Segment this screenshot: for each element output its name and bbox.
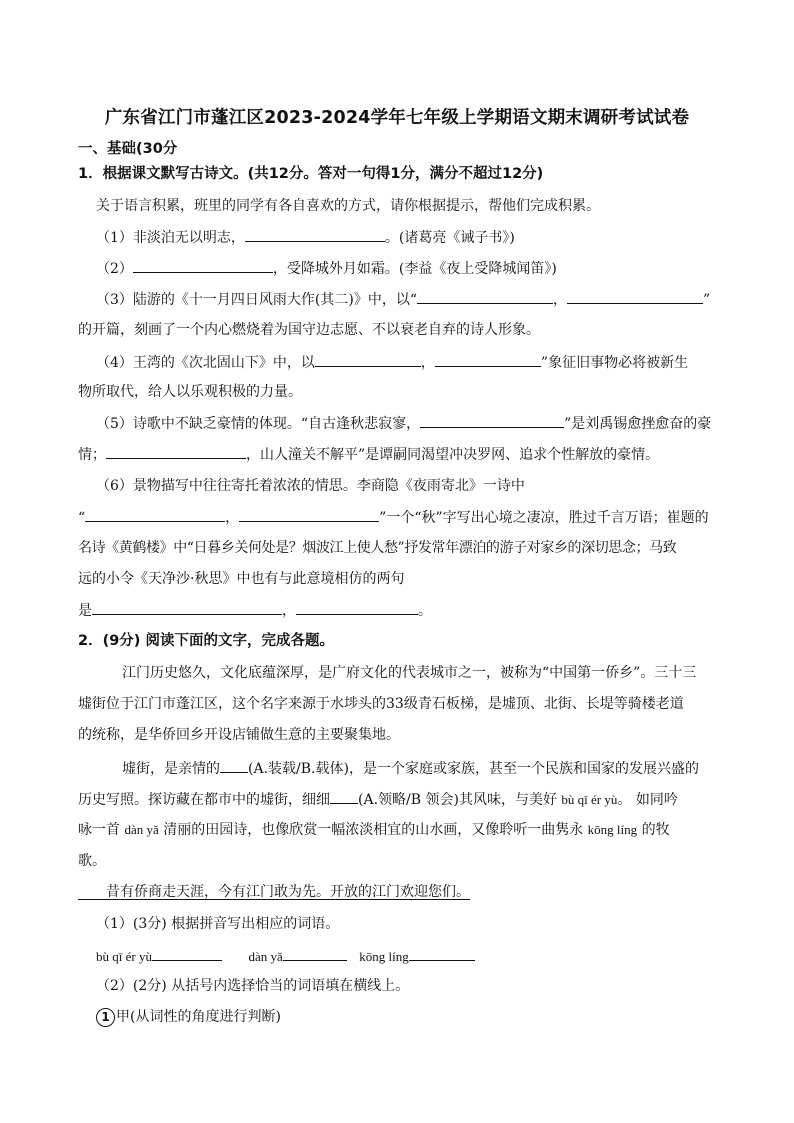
circled-number-1: 1 xyxy=(96,1008,115,1027)
question-1-item-4-cont: 物所取代，给人以乐观积极的力量。 xyxy=(78,384,302,400)
subquestion-2: （2）(2分) 从括号内选择恰当的词语填在横线上。 xyxy=(96,978,410,994)
page-title: 广东省江门市蓬江区2023-2024学年七年级上学期语文期末调研考试试卷 xyxy=(104,108,690,128)
passage-paragraph-2-line-2 xyxy=(78,789,728,810)
item-1-prefix: （1）非淡泊无以明志， xyxy=(96,230,245,246)
item-2-suffix: ，受降城外月如霜。(李益《夜上受降城闻笛》) xyxy=(272,261,557,277)
item-5-line2-suffix: ，山人潼关不解平”是谭嗣同渴望冲决罗网、追求个性解放的豪情。 xyxy=(246,447,660,463)
pinyin-bu-qi-er-yu: bù qī ér yù xyxy=(561,792,618,807)
pinyin-answer-row xyxy=(96,946,746,967)
question-2-header: 2．(9分) 阅读下面的文字，完成各题。 xyxy=(78,633,334,649)
item-6-line5-period: 。 xyxy=(418,603,432,619)
passage-paragraph-1-line-3: 的统称，是华侨回乡开设店铺做生意的主要聚集地。 xyxy=(78,727,400,743)
answer-blank[interactable] xyxy=(296,600,418,615)
answer-blank[interactable] xyxy=(315,352,421,367)
paragraph-2-text: 清丽的田园诗，也像欣赏一幅浓淡相宜的山水画，又像聆听一曲隽永 xyxy=(163,822,584,838)
pinyin-kong-ling: kōng líng xyxy=(359,949,409,964)
answer-blank[interactable] xyxy=(567,289,703,304)
item-3-quote: ” xyxy=(703,292,711,308)
item-6-line5-prefix: 是 xyxy=(78,603,92,619)
passage-paragraph-2-line-3 xyxy=(78,820,728,840)
item-5-prefix: （5）诗歌中不缺乏豪情的体现。“自古逢秋悲寂寥， xyxy=(96,416,421,432)
passage-paragraph-1-line-1: 江门历史悠久，文化底蕴深厚，是广府文化的代表城市之一，被称为“中国第一侨乡”。三十三 xyxy=(122,665,697,681)
pinyin-dan-ya: dàn yǎ xyxy=(124,822,159,837)
paragraph-2-text: 。 如同吟 xyxy=(617,792,678,808)
answer-blank[interactable] xyxy=(85,507,225,522)
question-1-item-5-cont xyxy=(78,444,728,465)
passage-paragraph-3 xyxy=(78,882,728,902)
answer-blank[interactable] xyxy=(106,444,246,459)
section-heading: 一、基础(30分 xyxy=(78,141,178,157)
question-1-item-6-line-3: 名诗《黄鹤楼》中“日暮乡关何处是？烟波江上使人愁”抒发常年漂泊的游子对家乡的深切思念；马致 xyxy=(78,540,677,556)
item-1-suffix: 。(诸葛亮《诫子书》) xyxy=(384,230,515,246)
paragraph-2-text: 的牧 xyxy=(641,822,670,838)
answer-blank[interactable] xyxy=(283,946,347,961)
passage-paragraph-1-line-2: 墟街位于江门市蓬江区，这个名字来源于水埗头的33级青石板梯，是墟顶、北街、长堤等骑楼老道 xyxy=(78,696,684,712)
item-6-line5-comma: ， xyxy=(282,603,296,619)
pinyin-kong-ling: kōng líng xyxy=(587,822,638,837)
question-1-header xyxy=(78,164,728,184)
subquestion-1: （1）(3分) 根据拼音写出相应的词语。 xyxy=(96,916,340,932)
pinyin-dan-ya: dàn yǎ xyxy=(248,949,283,964)
question-1-item-2 xyxy=(96,258,746,279)
answer-blank[interactable] xyxy=(420,413,564,428)
underlined-sentence-text: 昔有侨商走天涯，今有江门敢为先。开放的江门欢迎您们。 xyxy=(106,884,470,900)
paragraph-2-text: 墟街，是亲情的 xyxy=(122,761,220,777)
answer-blank[interactable] xyxy=(133,258,273,273)
answer-blank[interactable] xyxy=(435,352,541,367)
question-1-item-3 xyxy=(96,289,746,310)
underlined-sentence xyxy=(78,884,470,900)
question-1-header-text: 1．根据课文默写古诗文。(共12分。答对一句得1分，满分不超过12分) xyxy=(78,166,544,182)
paragraph-2-text: 历史写照。探访藏在都市中的墟街，细细 xyxy=(78,792,330,808)
pinyin-bu-qi-er-yu: bù qī ér yù xyxy=(96,949,152,964)
answer-blank[interactable] xyxy=(245,227,385,242)
answer-blank[interactable] xyxy=(152,946,222,961)
answer-blank[interactable] xyxy=(92,600,282,615)
item-6-line2-suffix: ”一个“秋”字写出心境之凄凉，胜过千言万语；崔题的 xyxy=(379,510,709,526)
item-5-line2-prefix: 情； xyxy=(78,447,106,463)
question-1-item-1 xyxy=(96,227,746,248)
item-4-comma: ， xyxy=(420,355,435,371)
item-3-prefix: （3）陆游的《十一月四日风雨大作(其二)》中，以“ xyxy=(96,292,417,308)
question-1-item-6: （6）景物描写中往往寄托着浓浓的情思。李商隐《夜雨寄北》一诗中 xyxy=(96,478,525,494)
subquestion-2-part-1 xyxy=(96,1007,746,1027)
answer-blank[interactable] xyxy=(239,507,379,522)
answer-blank[interactable] xyxy=(220,758,248,773)
question-1-intro: 关于语言积累，班里的同学有各自喜欢的方式，请你根据提示，帮他们完成积累。 xyxy=(96,198,600,214)
subquestion-2-part-1-text: 甲(从词性的角度进行判断) xyxy=(116,1009,281,1025)
question-1-item-6-line-2 xyxy=(78,507,728,528)
question-1-item-5 xyxy=(96,413,746,434)
item-6-open-quote: “ xyxy=(78,510,86,526)
paragraph-2-choice-b: (A.领略/B 领会)其风味，与美好 xyxy=(358,792,557,808)
paragraph-2-choice-a: (A.装载/B.载体)，是一个家庭或家族，甚至一个民族和国家的发展兴盛的 xyxy=(248,761,699,777)
answer-blank[interactable] xyxy=(409,946,475,961)
question-1-item-4 xyxy=(96,352,746,373)
item-4-suffix: ”象征旧事物必将被新生 xyxy=(540,355,689,371)
answer-blank[interactable] xyxy=(417,289,553,304)
item-5-suffix: ”是刘禹锡愈挫愈奋的豪 xyxy=(564,416,712,432)
paragraph-2-text: 咏一首 xyxy=(78,822,120,838)
passage-paragraph-2-line-4: 歌。 xyxy=(78,853,106,869)
passage-paragraph-2-line-1 xyxy=(122,758,772,779)
question-1-item-6-line-4: 远的小令《天净沙·秋思》中也有与此意境相仿的两句 xyxy=(78,571,405,587)
item-2-prefix: （2） xyxy=(96,261,133,277)
question-1-item-6-line-5 xyxy=(78,600,728,621)
item-3-comma: ， xyxy=(553,292,567,308)
answer-blank[interactable] xyxy=(330,789,358,804)
item-6-comma: ， xyxy=(225,510,240,526)
question-1-item-3-cont: 的开篇，刻画了一个内心燃烧着为国守边志愿、不以衰老自弃的诗人形象。 xyxy=(78,322,540,338)
item-4-prefix: （4）王湾的《次北固山下》中，以 xyxy=(96,355,315,371)
